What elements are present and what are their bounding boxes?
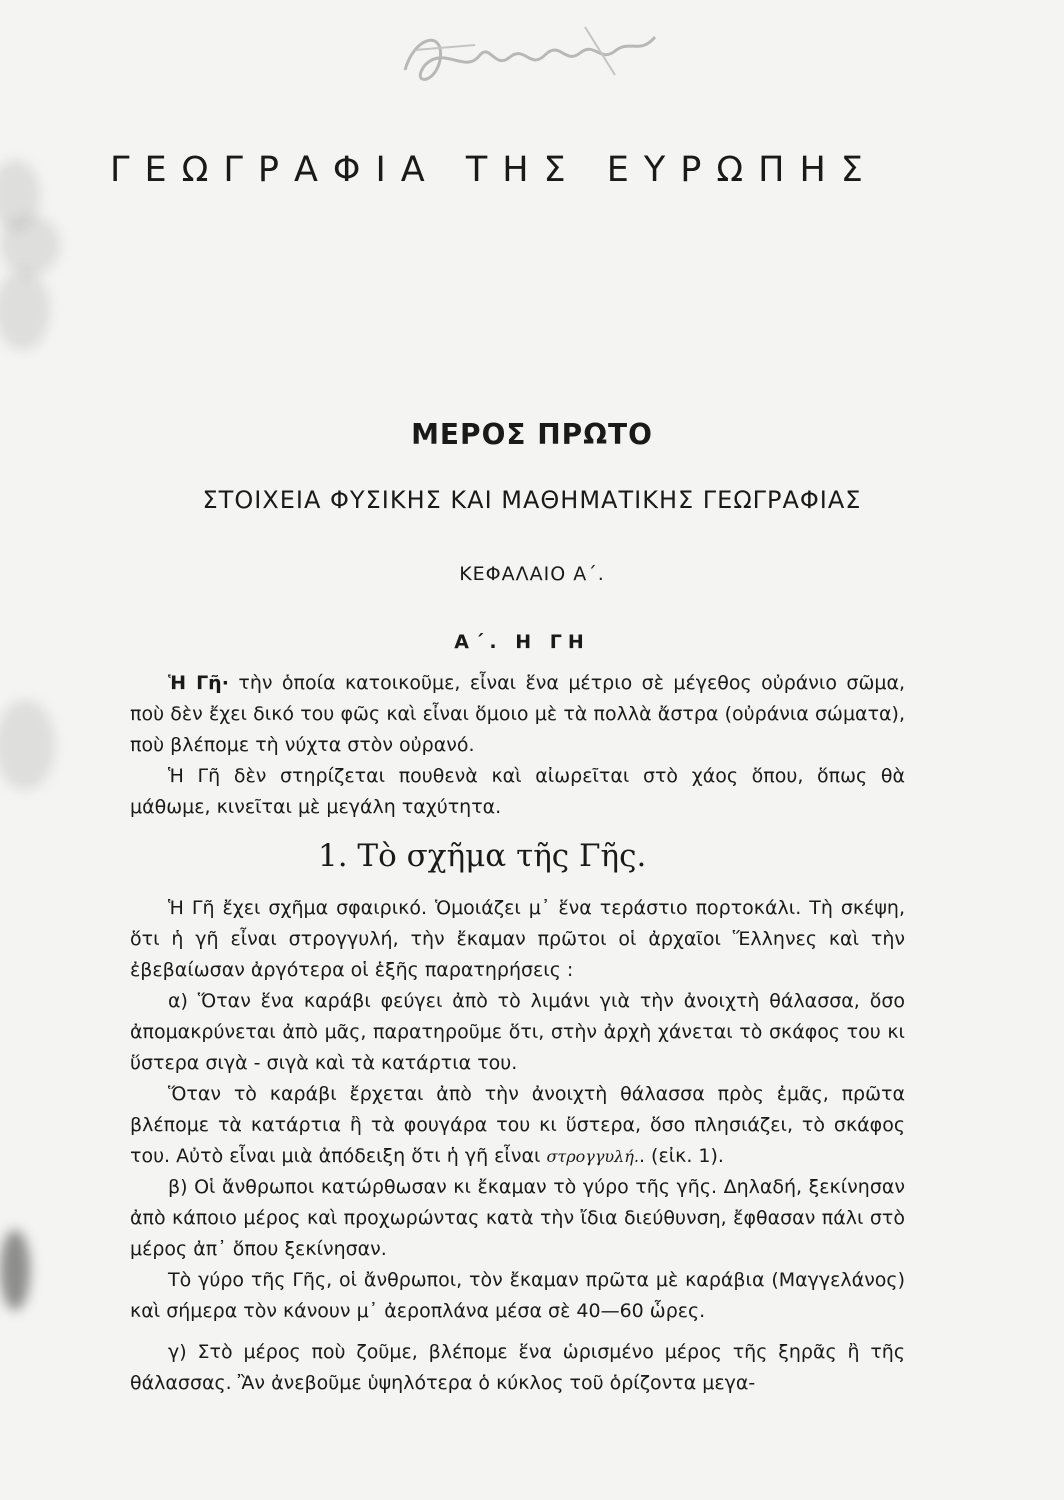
intro-block [130,668,905,823]
section-heading: Α΄. Η ΓΗ [454,631,590,653]
body-paragraph-1: Ἡ Γῆ ἔχει σχῆμα σφαιρικό. Ὁμοιάζει μ᾽ ἕνα τεράστιο πορτοκάλι. Τὴ σκέψη, ὅτι ἡ γῆ εἶναι στρογγυλή, τὴν ἔκαμαν πρῶτοι οἱ ἀρχαῖοι Ἕλληνες καὶ τὴν ἐβεβαίωσαν ἀργότερα οἱ ἑξῆς παρατηρήσεις : [130,897,905,981]
body-paragraph-3-text: Ὅταν τὸ καράβι ἔρχεται ἀπὸ τὴν ἀνοιχτὴ θάλασσα πρὸς ἐμᾶς, πρῶτα βλέπομε τὰ κατάρτια ἢ τὰ φουγάρα του κι ὕστερα, ὅσο πλησιάζει, τὸ σκάφος του. Αὐτὸ εἶναι μιὰ ἀπόδειξη ὅτι ἡ γῆ εἶναι [130,1083,905,1167]
intro-lead: Ἡ Γῆ· [168,672,229,694]
body-block [130,893,905,1399]
body-paragraph-5: Τὸ γύρο τῆς Γῆς, οἱ ἄνθρωποι, τὸν ἔκαμαν πρῶτα μὲ καράβια (Μαγγελάνος) καὶ σήμερα τὸν κάνουν μ᾽ ἀεροπλάνα μέσα σὲ 40—60 ὧρες. [130,1269,905,1322]
binding-stain [0,270,50,350]
subsection-title: 1. Τὸ σχῆμα τῆς Γῆς. [318,838,647,874]
pencil-signature [385,15,675,95]
intro-paragraph-2: Ἡ Γῆ δὲν στηρίζεται πουθενὰ καὶ αἰωρεῖται στὸ χάος ὅπου, ὅπως θὰ μάθωμε, κινεῖται μὲ μεγάλη ταχύτητα. [130,765,905,818]
binding-stain [0,1230,30,1310]
part-title: ΜΕΡΟΣ ΠΡΩΤΟ [411,418,653,451]
chapter-label: ΚΕΦΑΛΑΙΟ Α΄. [459,563,605,585]
figure-reference: . (εἰκ. 1). [638,1145,724,1167]
body-paragraph-4: β) Οἱ ἄνθρωποι κατώρθωσαν κι ἔκαμαν τὸ γύρο τῆς γῆς. Δηλαδή, ξεκίνησαν ἀπὸ κάποιο μέρος καὶ προχωρώντας κατὰ τὴν ἴδια διεύθυνση, ἔφθασαν πάλι στὸ μέρος ἀπ᾽ ὅπου ξεκίνησαν. [130,1176,905,1260]
binding-stain [0,700,55,790]
italic-word: στρογγυλή. [546,1147,639,1166]
book-title: ΓΕΩΓΡΑΦΙΑ ΤΗΣ ΕΥΡΩΠΗΣ [110,150,878,190]
binding-stain [0,215,60,275]
body-paragraph-2: α) Ὅταν ἕνα καράβι φεύγει ἀπὸ τὸ λιμάνι γιὰ τὴν ἀνοιχτὴ θάλασσα, ὅσο ἀπομακρύνεται ἀπὸ μᾶς, παρατηροῦμε ὅτι, στὴν ἀρχὴ χάνεται τὸ σκάφος του κι ὕστερα σιγὰ - σιγὰ καὶ τὰ κατάρτια του. [130,990,905,1074]
part-subtitle: ΣΤΟΙΧΕΙΑ ΦΥΣΙΚΗΣ ΚΑΙ ΜΑΘΗΜΑΤΙΚΗΣ ΓΕΩΓΡΑΦΙΑΣ [202,486,862,514]
body-paragraph-3 [130,1079,905,1172]
body-paragraph-6: γ) Στὸ μέρος ποὺ ζοῦμε, βλέπομε ἕνα ὡρισμένο μέρος τῆς ξηρᾶς ἢ τῆς θάλασσας. Ἂν ἀνεβοῦμε ὑψηλότερα ὁ κύκλος τοῦ ὁρίζοντα μεγα- [130,1341,905,1394]
intro-paragraph-1 [130,668,905,761]
intro-text: τὴν ὁποία κατοικοῦμε, εἶναι ἕνα μέτριο σὲ μέγεθος οὐράνιο σῶμα, ποὺ δὲν ἔχει δικό του φῶς καὶ εἶναι ὅμοιο μὲ τὰ πολλὰ ἄστρα (οὐράνια σώματα), ποὺ βλέπομε τὴ νύχτα στὸν οὐρανό. [130,672,906,756]
